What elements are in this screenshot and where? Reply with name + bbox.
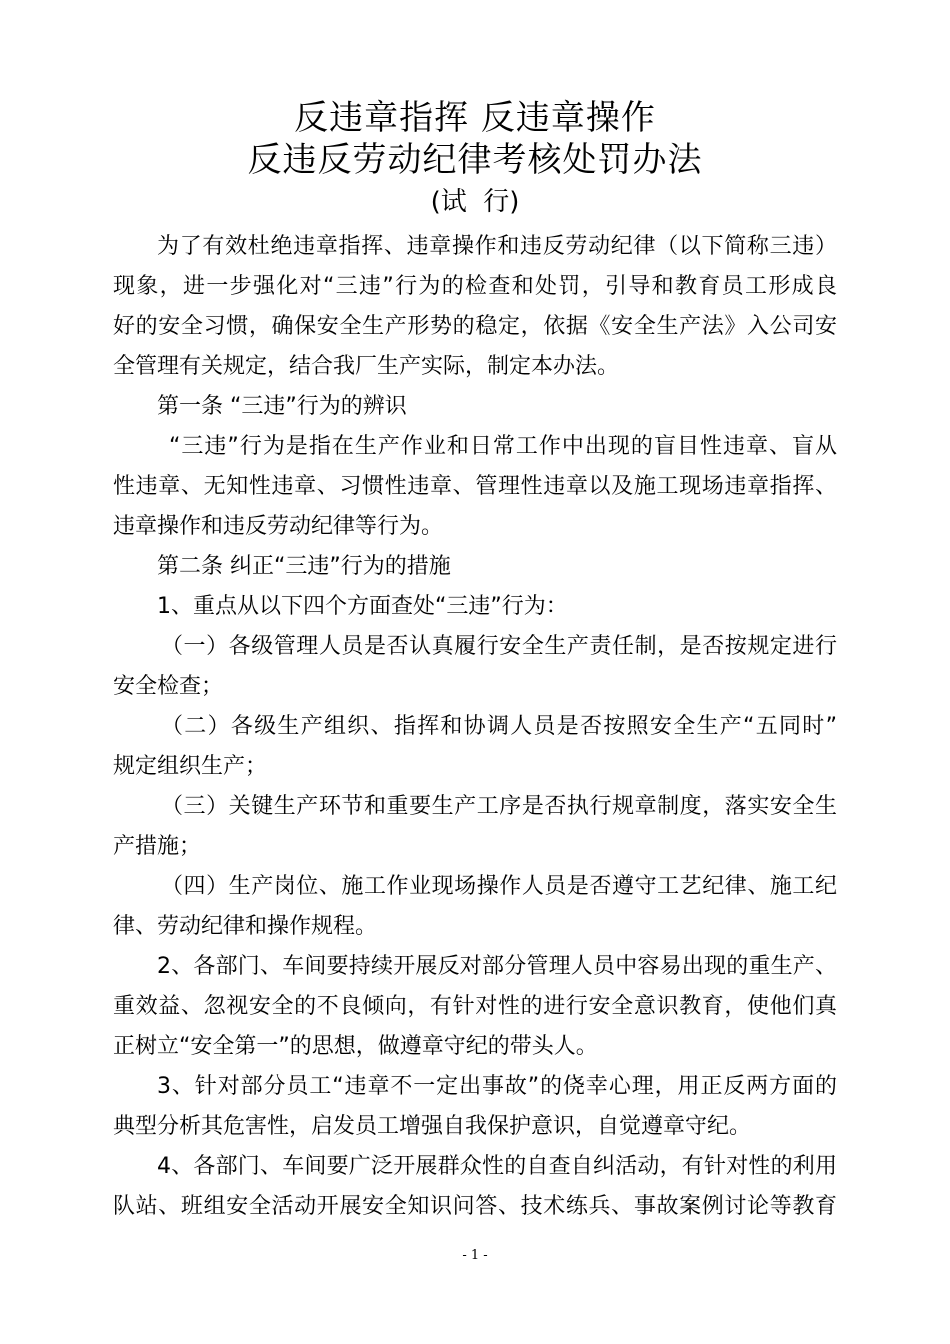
article-heading: 第二条 纠正“三违”行为的措施 xyxy=(157,554,451,579)
paragraph-line: 现象，进一步强化对“三违”行为的检查和处罚，引导和教育员工形成良 xyxy=(113,274,837,299)
list-item-line: 正树立“安全第一”的思想，做遵章守纪的带头人。 xyxy=(113,1034,598,1059)
list-item-line: 2、各部门、车间要持续开展反对部分管理人员中容易出现的重生产、 xyxy=(157,954,837,979)
list-item-line: 1、重点从以下四个方面查处“三违”行为： xyxy=(157,594,568,619)
document-title-line-1: 反违章指挥 反违章操作 xyxy=(294,98,656,138)
paragraph-line: 性违章、无知性违章、习惯性违章、管理性违章以及施工现场违章指挥、 xyxy=(113,474,837,499)
list-item-line: 律、劳动纪律和操作规程。 xyxy=(113,914,378,939)
list-item-line: （一）各级管理人员是否认真履行安全生产责任制，是否按规定进行 xyxy=(161,634,837,659)
document-subtitle: (试 行) xyxy=(430,187,520,217)
list-item-line: 安全检查； xyxy=(113,674,224,699)
list-item-line: （四）生产岗位、施工作业现场操作人员是否遵守工艺纪律、施工纪 xyxy=(161,874,837,899)
document-body xyxy=(113,227,837,1227)
list-item-line: 4、各部门、车间要广泛开展群众性的自查自纠活动，有针对性的利用 xyxy=(157,1154,837,1179)
list-item-line: （二）各级生产组织、指挥和协调人员是否按照安全生产“五同时” xyxy=(161,714,837,739)
list-item-line: 重效益、忽视安全的不良倾向，有针对性的进行安全意识教育，使他们真 xyxy=(113,994,837,1019)
paragraph-line: 为了有效杜绝违章指挥、违章操作和违反劳动纪律（以下简称三违） xyxy=(157,234,837,259)
paragraph-line: 违章操作和违反劳动纪律等行为。 xyxy=(113,514,444,539)
page-number: - 1 - xyxy=(462,1248,488,1263)
paragraph-line: “三违”行为是指在生产作业和日常工作中出现的盲目性违章、盲从 xyxy=(169,434,837,459)
article-heading: 第一条 “三违”行为的辨识 xyxy=(157,394,407,419)
list-item-line: 典型分析其危害性，启发员工增强自我保护意识，自觉遵章守纪。 xyxy=(113,1114,752,1139)
list-item-line: 队站、班组安全活动开展安全知识问答、技术练兵、事故案例讨论等教育 xyxy=(113,1194,837,1219)
list-item-line: 规定组织生产； xyxy=(113,754,268,779)
document-title-line-2: 反违反劳动纪律考核处罚办法 xyxy=(247,140,703,180)
list-item-line: 产措施； xyxy=(113,834,202,859)
list-item-line: （三）关键生产环节和重要生产工序是否执行规章制度，落实安全生 xyxy=(161,794,837,819)
paragraph-line: 好的安全习惯，确保安全生产形势的稳定，依据《安全生产法》入公司安 xyxy=(113,314,837,339)
list-item-line: 3、针对部分员工“违章不一定出事故”的侥幸心理，用正反两方面的 xyxy=(157,1074,837,1099)
paragraph-line: 全管理有关规定，结合我厂生产实际，制定本办法。 xyxy=(113,354,620,379)
